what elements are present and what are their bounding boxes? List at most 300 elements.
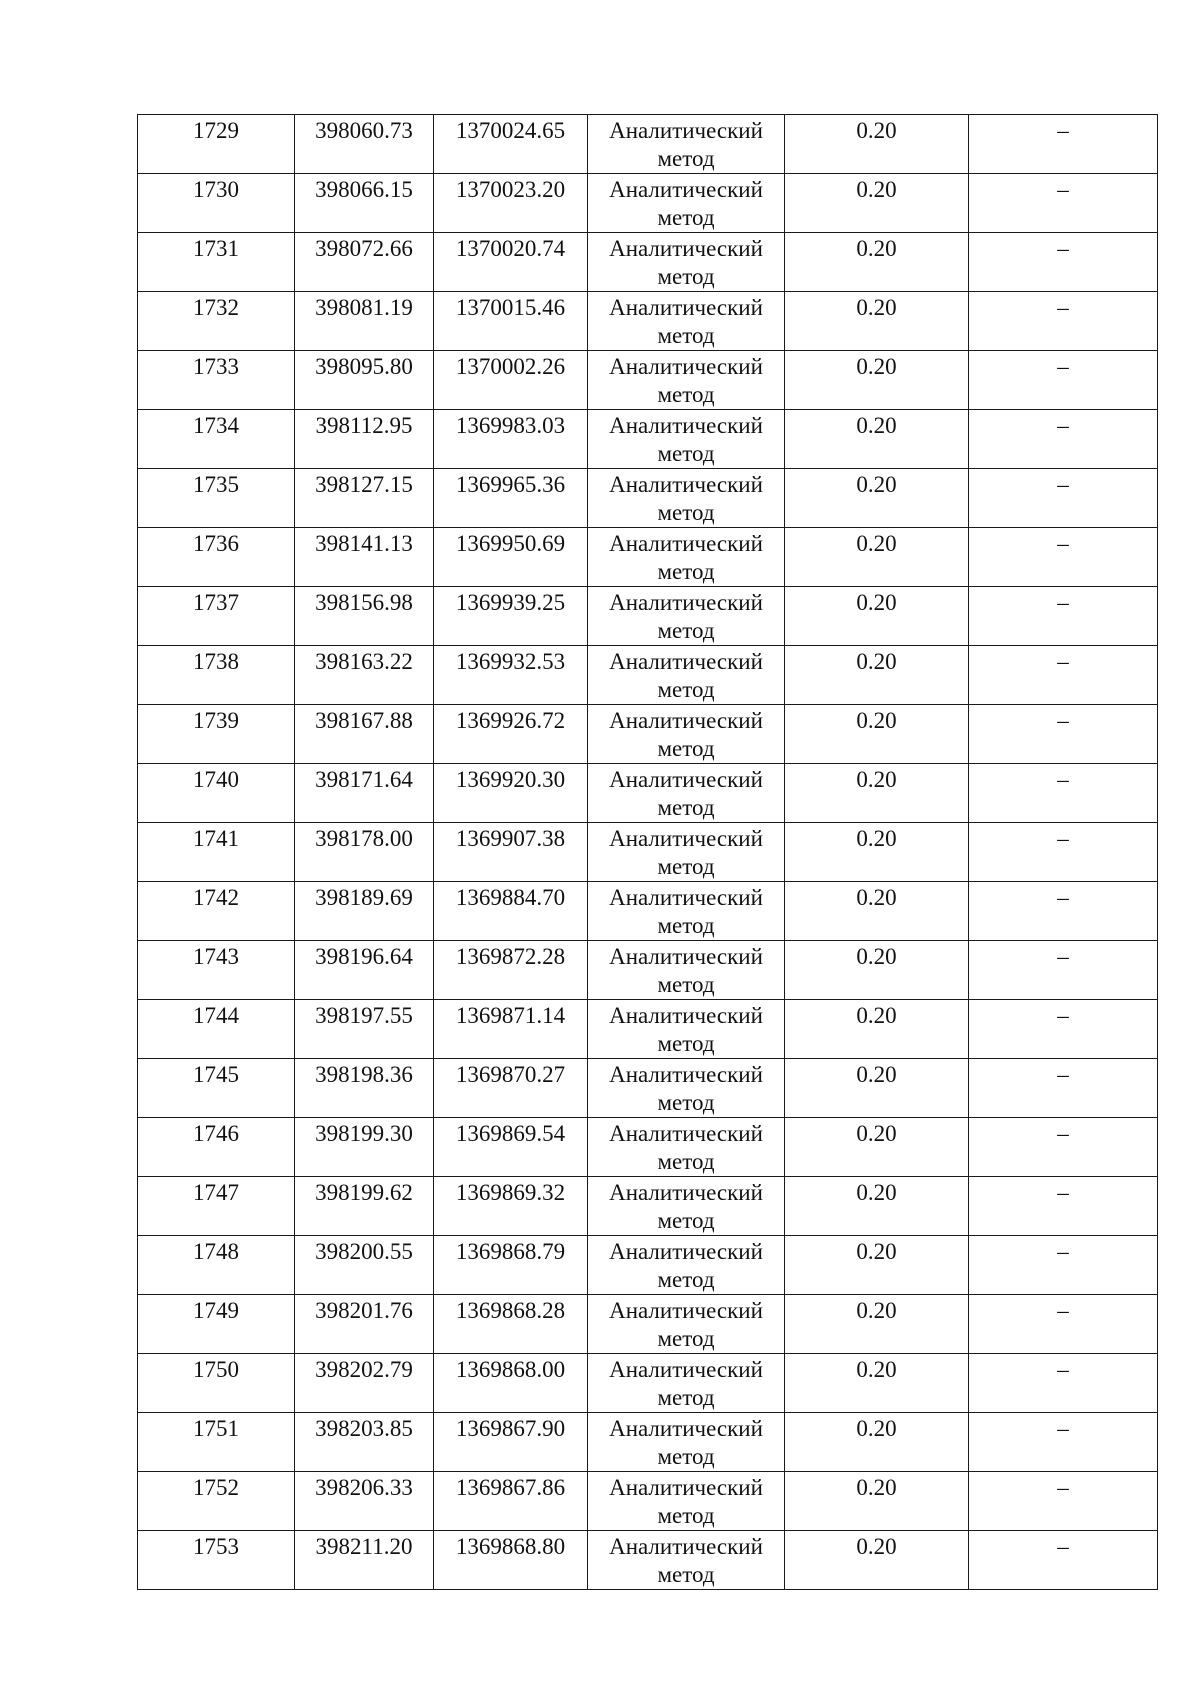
point-number-cell (138, 1472, 295, 1531)
note-cell (969, 1059, 1158, 1118)
accuracy-value: 0.20 (856, 118, 897, 143)
x-coordinate-value: 398163.22 (315, 649, 413, 674)
x-coordinate-cell (295, 882, 434, 941)
table-row (138, 469, 1158, 528)
point-number-value: 1739 (193, 708, 239, 733)
y-coordinate-value: 1369868.80 (455, 1534, 566, 1559)
x-coordinate-cell (295, 469, 434, 528)
x-coordinate-cell (295, 233, 434, 292)
accuracy-value: 0.20 (856, 1298, 897, 1323)
note-value: – (1057, 826, 1069, 851)
point-number-cell (138, 115, 295, 174)
x-coordinate-value: 398197.55 (315, 1003, 413, 1028)
x-coordinate-cell (295, 1236, 434, 1295)
x-coordinate-cell (295, 528, 434, 587)
method-value: Аналитический метод (609, 236, 763, 289)
point-number-value: 1753 (193, 1534, 239, 1559)
method-value: Аналитический метод (609, 590, 763, 643)
x-coordinate-value: 398178.00 (315, 826, 413, 851)
table-row (138, 174, 1158, 233)
accuracy-cell (785, 705, 969, 764)
table-row (138, 1472, 1158, 1531)
point-number-value: 1736 (193, 531, 239, 556)
y-coordinate-cell (434, 1531, 588, 1590)
accuracy-cell (785, 1118, 969, 1177)
y-coordinate-cell (434, 646, 588, 705)
method-cell (588, 646, 785, 705)
accuracy-value: 0.20 (856, 1003, 897, 1028)
note-cell (969, 587, 1158, 646)
y-coordinate-cell (434, 1118, 588, 1177)
note-value: – (1057, 177, 1069, 202)
table-row (138, 410, 1158, 469)
method-cell (588, 528, 785, 587)
y-coordinate-cell (434, 1472, 588, 1531)
method-value: Аналитический метод (609, 944, 763, 997)
y-coordinate-cell (434, 1295, 588, 1354)
table-row (138, 292, 1158, 351)
method-value: Аналитический метод (609, 413, 763, 466)
point-number-cell (138, 1177, 295, 1236)
note-cell (969, 1000, 1158, 1059)
note-cell (969, 1118, 1158, 1177)
point-number-value: 1730 (193, 177, 239, 202)
y-coordinate-value: 1369868.00 (455, 1357, 566, 1382)
method-cell (588, 469, 785, 528)
x-coordinate-cell (295, 587, 434, 646)
note-value: – (1057, 1534, 1069, 1559)
y-coordinate-cell (434, 941, 588, 1000)
note-cell (969, 823, 1158, 882)
note-cell (969, 1472, 1158, 1531)
x-coordinate-value: 398196.64 (315, 944, 413, 969)
accuracy-value: 0.20 (856, 1416, 897, 1441)
table-row (138, 1413, 1158, 1472)
accuracy-cell (785, 882, 969, 941)
y-coordinate-value: 1369869.32 (455, 1180, 566, 1205)
y-coordinate-value: 1369983.03 (455, 413, 566, 438)
accuracy-cell (785, 646, 969, 705)
point-number-value: 1741 (193, 826, 239, 851)
method-value: Аналитический метод (609, 472, 763, 525)
note-cell (969, 351, 1158, 410)
x-coordinate-value: 398171.64 (315, 767, 413, 792)
y-coordinate-value: 1369870.27 (455, 1062, 566, 1087)
note-cell (969, 174, 1158, 233)
point-number-cell (138, 528, 295, 587)
x-coordinate-cell (295, 1177, 434, 1236)
note-value: – (1057, 1062, 1069, 1087)
method-cell (588, 1059, 785, 1118)
method-cell (588, 705, 785, 764)
x-coordinate-cell (295, 410, 434, 469)
table-row (138, 1177, 1158, 1236)
accuracy-value: 0.20 (856, 1121, 897, 1146)
table-row (138, 1000, 1158, 1059)
y-coordinate-cell (434, 823, 588, 882)
method-value: Аналитический метод (609, 1239, 763, 1292)
accuracy-value: 0.20 (856, 1357, 897, 1382)
accuracy-cell (785, 1059, 969, 1118)
table-row (138, 351, 1158, 410)
x-coordinate-value: 398201.76 (315, 1298, 413, 1323)
accuracy-cell (785, 1354, 969, 1413)
note-cell (969, 115, 1158, 174)
point-number-value: 1734 (193, 413, 239, 438)
accuracy-cell (785, 823, 969, 882)
method-value: Аналитический метод (609, 649, 763, 702)
point-number-cell (138, 587, 295, 646)
note-value: – (1057, 649, 1069, 674)
note-value: – (1057, 1180, 1069, 1205)
method-value: Аналитический метод (609, 1062, 763, 1115)
table-row (138, 1354, 1158, 1413)
accuracy-value: 0.20 (856, 177, 897, 202)
y-coordinate-cell (434, 1354, 588, 1413)
method-cell (588, 292, 785, 351)
note-cell (969, 1354, 1158, 1413)
x-coordinate-cell (295, 823, 434, 882)
accuracy-value: 0.20 (856, 590, 897, 615)
point-number-value: 1746 (193, 1121, 239, 1146)
y-coordinate-value: 1370020.74 (455, 236, 566, 261)
y-coordinate-cell (434, 1236, 588, 1295)
x-coordinate-cell (295, 705, 434, 764)
point-number-cell (138, 764, 295, 823)
x-coordinate-value: 398203.85 (315, 1416, 413, 1441)
method-value: Аналитический метод (609, 354, 763, 407)
coordinates-table (137, 114, 1158, 1590)
note-cell (969, 882, 1158, 941)
table-row (138, 823, 1158, 882)
point-number-value: 1743 (193, 944, 239, 969)
table-row (138, 764, 1158, 823)
x-coordinate-cell (295, 1354, 434, 1413)
accuracy-cell (785, 233, 969, 292)
method-cell (588, 764, 785, 823)
accuracy-value: 0.20 (856, 1534, 897, 1559)
note-value: – (1057, 1298, 1069, 1323)
table-row (138, 882, 1158, 941)
point-number-cell (138, 882, 295, 941)
accuracy-cell (785, 469, 969, 528)
x-coordinate-cell (295, 1295, 434, 1354)
table-row (138, 646, 1158, 705)
y-coordinate-value: 1369867.86 (455, 1475, 566, 1500)
note-cell (969, 764, 1158, 823)
method-cell (588, 233, 785, 292)
accuracy-cell (785, 174, 969, 233)
y-coordinate-value: 1369920.30 (455, 767, 566, 792)
note-value: – (1057, 1416, 1069, 1441)
method-value: Аналитический метод (609, 826, 763, 879)
method-cell (588, 1531, 785, 1590)
note-value: – (1057, 944, 1069, 969)
x-coordinate-cell (295, 174, 434, 233)
note-value: – (1057, 1003, 1069, 1028)
method-value: Аналитический метод (609, 118, 763, 171)
coordinates-table-body (138, 115, 1158, 1590)
accuracy-value: 0.20 (856, 1239, 897, 1264)
note-cell (969, 410, 1158, 469)
point-number-value: 1729 (193, 118, 239, 143)
table-row (138, 941, 1158, 1000)
note-cell (969, 1531, 1158, 1590)
x-coordinate-cell (295, 292, 434, 351)
y-coordinate-cell (434, 351, 588, 410)
method-cell (588, 823, 785, 882)
method-value: Аналитический метод (609, 1416, 763, 1469)
point-number-value: 1751 (193, 1416, 239, 1441)
point-number-value: 1749 (193, 1298, 239, 1323)
point-number-value: 1733 (193, 354, 239, 379)
method-cell (588, 1000, 785, 1059)
y-coordinate-value: 1370023.20 (455, 177, 566, 202)
x-coordinate-value: 398095.80 (315, 354, 413, 379)
accuracy-value: 0.20 (856, 944, 897, 969)
x-coordinate-value: 398112.95 (315, 413, 413, 438)
point-number-value: 1750 (193, 1357, 239, 1382)
x-coordinate-cell (295, 1059, 434, 1118)
method-cell (588, 410, 785, 469)
point-number-value: 1748 (193, 1239, 239, 1264)
method-cell (588, 587, 785, 646)
point-number-cell (138, 174, 295, 233)
note-value: – (1057, 1475, 1069, 1500)
method-cell (588, 1118, 785, 1177)
accuracy-cell (785, 1413, 969, 1472)
note-value: – (1057, 531, 1069, 556)
point-number-cell (138, 410, 295, 469)
point-number-value: 1738 (193, 649, 239, 674)
method-cell (588, 882, 785, 941)
y-coordinate-value: 1369872.28 (455, 944, 566, 969)
point-number-cell (138, 1354, 295, 1413)
note-value: – (1057, 236, 1069, 261)
note-cell (969, 1236, 1158, 1295)
accuracy-cell (785, 764, 969, 823)
table-row (138, 587, 1158, 646)
y-coordinate-cell (434, 410, 588, 469)
method-value: Аналитический метод (609, 177, 763, 230)
note-value: – (1057, 354, 1069, 379)
table-row (138, 233, 1158, 292)
point-number-cell (138, 823, 295, 882)
note-cell (969, 646, 1158, 705)
point-number-cell (138, 1118, 295, 1177)
y-coordinate-cell (434, 233, 588, 292)
y-coordinate-cell (434, 1059, 588, 1118)
note-cell (969, 528, 1158, 587)
point-number-cell (138, 941, 295, 1000)
table-row (138, 705, 1158, 764)
y-coordinate-cell (434, 528, 588, 587)
note-value: – (1057, 1357, 1069, 1382)
y-coordinate-cell (434, 1413, 588, 1472)
note-value: – (1057, 1121, 1069, 1146)
table-row (138, 1295, 1158, 1354)
accuracy-value: 0.20 (856, 708, 897, 733)
x-coordinate-cell (295, 1472, 434, 1531)
x-coordinate-value: 398211.20 (315, 1534, 413, 1559)
note-value: – (1057, 767, 1069, 792)
accuracy-cell (785, 1177, 969, 1236)
point-number-cell (138, 233, 295, 292)
point-number-cell (138, 292, 295, 351)
y-coordinate-value: 1369932.53 (455, 649, 566, 674)
y-coordinate-value: 1369965.36 (455, 472, 566, 497)
point-number-value: 1732 (193, 295, 239, 320)
x-coordinate-value: 398072.66 (315, 236, 413, 261)
note-cell (969, 233, 1158, 292)
y-coordinate-value: 1369939.25 (455, 590, 566, 615)
accuracy-cell (785, 941, 969, 1000)
point-number-cell (138, 469, 295, 528)
accuracy-cell (785, 410, 969, 469)
y-coordinate-value: 1369884.70 (455, 885, 566, 910)
method-value: Аналитический метод (609, 1475, 763, 1528)
point-number-value: 1742 (193, 885, 239, 910)
y-coordinate-value: 1369871.14 (455, 1003, 566, 1028)
x-coordinate-value: 398066.15 (315, 177, 413, 202)
point-number-cell (138, 1531, 295, 1590)
point-number-value: 1737 (193, 590, 239, 615)
x-coordinate-value: 398156.98 (315, 590, 413, 615)
accuracy-cell (785, 351, 969, 410)
table-row (138, 115, 1158, 174)
accuracy-value: 0.20 (856, 885, 897, 910)
accuracy-value: 0.20 (856, 236, 897, 261)
point-number-cell (138, 351, 295, 410)
y-coordinate-value: 1370002.26 (455, 354, 566, 379)
x-coordinate-value: 398200.55 (315, 1239, 413, 1264)
y-coordinate-value: 1370024.65 (455, 118, 566, 143)
y-coordinate-value: 1369950.69 (455, 531, 566, 556)
method-value: Аналитический метод (609, 531, 763, 584)
y-coordinate-cell (434, 587, 588, 646)
x-coordinate-cell (295, 115, 434, 174)
x-coordinate-cell (295, 941, 434, 1000)
y-coordinate-value: 1370015.46 (455, 295, 566, 320)
accuracy-cell (785, 587, 969, 646)
y-coordinate-cell (434, 115, 588, 174)
y-coordinate-value: 1369868.79 (455, 1239, 566, 1264)
x-coordinate-cell (295, 1000, 434, 1059)
table-row (138, 1236, 1158, 1295)
x-coordinate-cell (295, 646, 434, 705)
method-value: Аналитический метод (609, 1121, 763, 1174)
point-number-value: 1731 (193, 236, 239, 261)
note-value: – (1057, 1239, 1069, 1264)
method-cell (588, 941, 785, 1000)
y-coordinate-value: 1369907.38 (455, 826, 566, 851)
accuracy-cell (785, 1472, 969, 1531)
y-coordinate-cell (434, 705, 588, 764)
accuracy-cell (785, 1236, 969, 1295)
point-number-cell (138, 646, 295, 705)
accuracy-cell (785, 1295, 969, 1354)
y-coordinate-cell (434, 764, 588, 823)
note-cell (969, 1177, 1158, 1236)
accuracy-cell (785, 1000, 969, 1059)
note-value: – (1057, 472, 1069, 497)
accuracy-value: 0.20 (856, 1062, 897, 1087)
y-coordinate-cell (434, 292, 588, 351)
x-coordinate-value: 398081.19 (315, 295, 413, 320)
y-coordinate-value: 1369868.28 (455, 1298, 566, 1323)
accuracy-value: 0.20 (856, 472, 897, 497)
accuracy-value: 0.20 (856, 531, 897, 556)
accuracy-cell (785, 1531, 969, 1590)
method-value: Аналитический метод (609, 885, 763, 938)
accuracy-value: 0.20 (856, 1180, 897, 1205)
table-row (138, 1531, 1158, 1590)
table-row (138, 1118, 1158, 1177)
point-number-cell (138, 1295, 295, 1354)
table-row (138, 1059, 1158, 1118)
x-coordinate-value: 398189.69 (315, 885, 413, 910)
accuracy-value: 0.20 (856, 649, 897, 674)
x-coordinate-value: 398060.73 (315, 118, 413, 143)
x-coordinate-value: 398198.36 (315, 1062, 413, 1087)
point-number-value: 1745 (193, 1062, 239, 1087)
note-cell (969, 941, 1158, 1000)
point-number-value: 1752 (193, 1475, 239, 1500)
point-number-value: 1740 (193, 767, 239, 792)
method-cell (588, 1413, 785, 1472)
method-cell (588, 1295, 785, 1354)
note-cell (969, 292, 1158, 351)
method-cell (588, 351, 785, 410)
y-coordinate-cell (434, 1000, 588, 1059)
method-cell (588, 1472, 785, 1531)
accuracy-value: 0.20 (856, 413, 897, 438)
method-value: Аналитический метод (609, 1298, 763, 1351)
point-number-value: 1747 (193, 1180, 239, 1205)
x-coordinate-value: 398141.13 (315, 531, 413, 556)
note-value: – (1057, 590, 1069, 615)
method-value: Аналитический метод (609, 1534, 763, 1587)
method-cell (588, 1354, 785, 1413)
accuracy-cell (785, 528, 969, 587)
method-cell (588, 115, 785, 174)
accuracy-value: 0.20 (856, 826, 897, 851)
note-value: – (1057, 118, 1069, 143)
accuracy-value: 0.20 (856, 767, 897, 792)
method-value: Аналитический метод (609, 767, 763, 820)
x-coordinate-cell (295, 1531, 434, 1590)
note-cell (969, 469, 1158, 528)
y-coordinate-value: 1369869.54 (455, 1121, 566, 1146)
y-coordinate-cell (434, 882, 588, 941)
table-row (138, 528, 1158, 587)
accuracy-value: 0.20 (856, 354, 897, 379)
method-value: Аналитический метод (609, 295, 763, 348)
x-coordinate-cell (295, 764, 434, 823)
point-number-cell (138, 1000, 295, 1059)
point-number-cell (138, 1413, 295, 1472)
method-value: Аналитический метод (609, 1357, 763, 1410)
y-coordinate-cell (434, 174, 588, 233)
point-number-cell (138, 1059, 295, 1118)
point-number-value: 1735 (193, 472, 239, 497)
y-coordinate-cell (434, 469, 588, 528)
point-number-cell (138, 705, 295, 764)
x-coordinate-value: 398199.62 (315, 1180, 413, 1205)
note-value: – (1057, 885, 1069, 910)
method-value: Аналитический метод (609, 1003, 763, 1056)
x-coordinate-value: 398199.30 (315, 1121, 413, 1146)
